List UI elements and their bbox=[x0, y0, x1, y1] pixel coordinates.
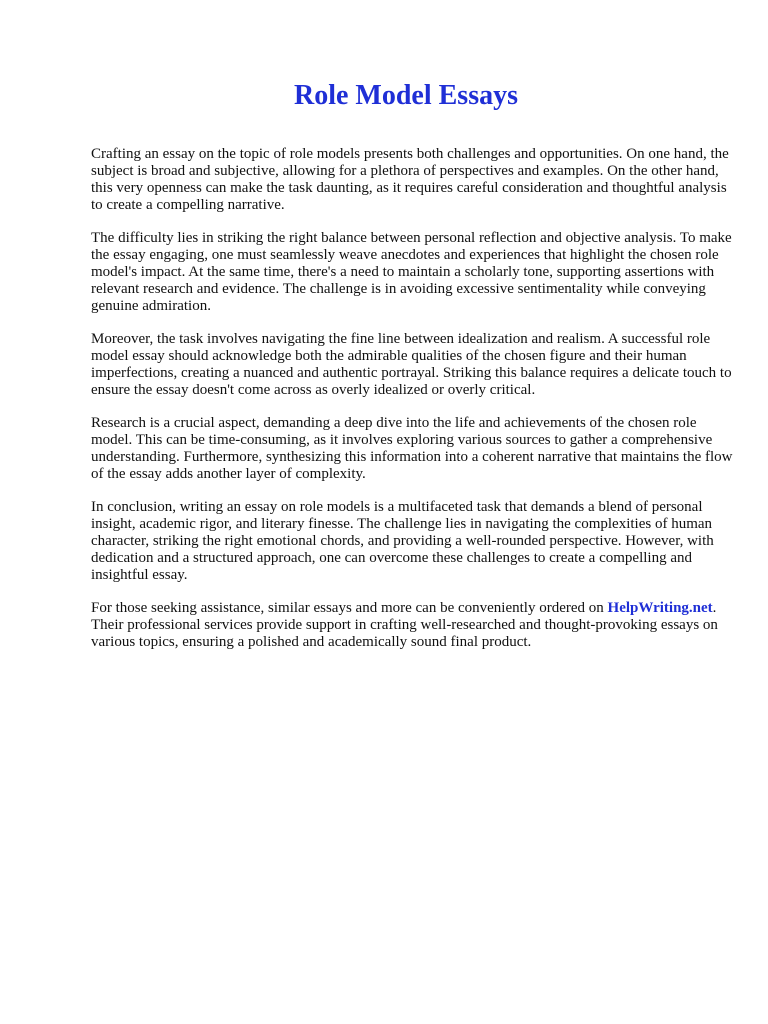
paragraph-3: Moreover, the task involves navigating the fine line between idealization and realism. A successful role model essay should acknowledge both the admirable qualities of the chosen figure and their human imperfections, creating a nuanced and authentic portrayal. Striking this balance requires a delicate touch to ensure the essay doesn't come across as overly idealized or overly critical. bbox=[91, 331, 732, 398]
page-title: Role Model Essays bbox=[294, 80, 518, 111]
helpwriting-link[interactable]: HelpWriting.net bbox=[607, 600, 713, 616]
paragraph-2: The difficulty lies in striking the right balance between personal reflection and objective analysis. To make the essay engaging, one must seamlessly weave anecdotes and experiences that highlight the chosen role model's impact. At the same time, there's a need to maintain a scholarly tone, supporting assertions with relevant research and evidence. The challenge is in avoiding excessive sentimentality while conveying genuine admiration. bbox=[91, 230, 732, 314]
paragraph-4: Research is a crucial aspect, demanding a deep dive into the life and achievements of the chosen role model. This can be time-consuming, as it involves exploring various sources to gather a comprehensive understanding. Furthermore, synthesizing this information into a coherent narrative that maintains the flow of the essay adds another layer of complexity. bbox=[91, 415, 733, 482]
closing-text-before-link: For those seeking assistance, similar essays and more can be conveniently ordered on bbox=[91, 600, 608, 616]
paragraph-1: Crafting an essay on the topic of role models presents both challenges and opportunities. On one hand, the subject is broad and subjective, allowing for a plethora of perspectives and examples. On the other hand, this very openness can make the task daunting, as it requires careful consideration and thoughtful analysis to create a compelling narrative. bbox=[91, 146, 729, 213]
closing-text-after-link: . Their professional services provide support in crafting well-researched and thought-provoking essays on various topics, ensuring a polished and academically sound final product. bbox=[91, 600, 718, 650]
closing-paragraph bbox=[91, 600, 736, 651]
essay-body bbox=[91, 146, 736, 667]
paragraph-5: In conclusion, writing an essay on role models is a multifaceted task that demands a blend of personal insight, academic rigor, and literary finesse. The challenge lies in navigating the complexities of human character, striking the right emotional chords, and providing a well-rounded perspective. However, with dedication and a structured approach, one can overcome these challenges to create a compelling and insightful essay. bbox=[91, 499, 714, 583]
